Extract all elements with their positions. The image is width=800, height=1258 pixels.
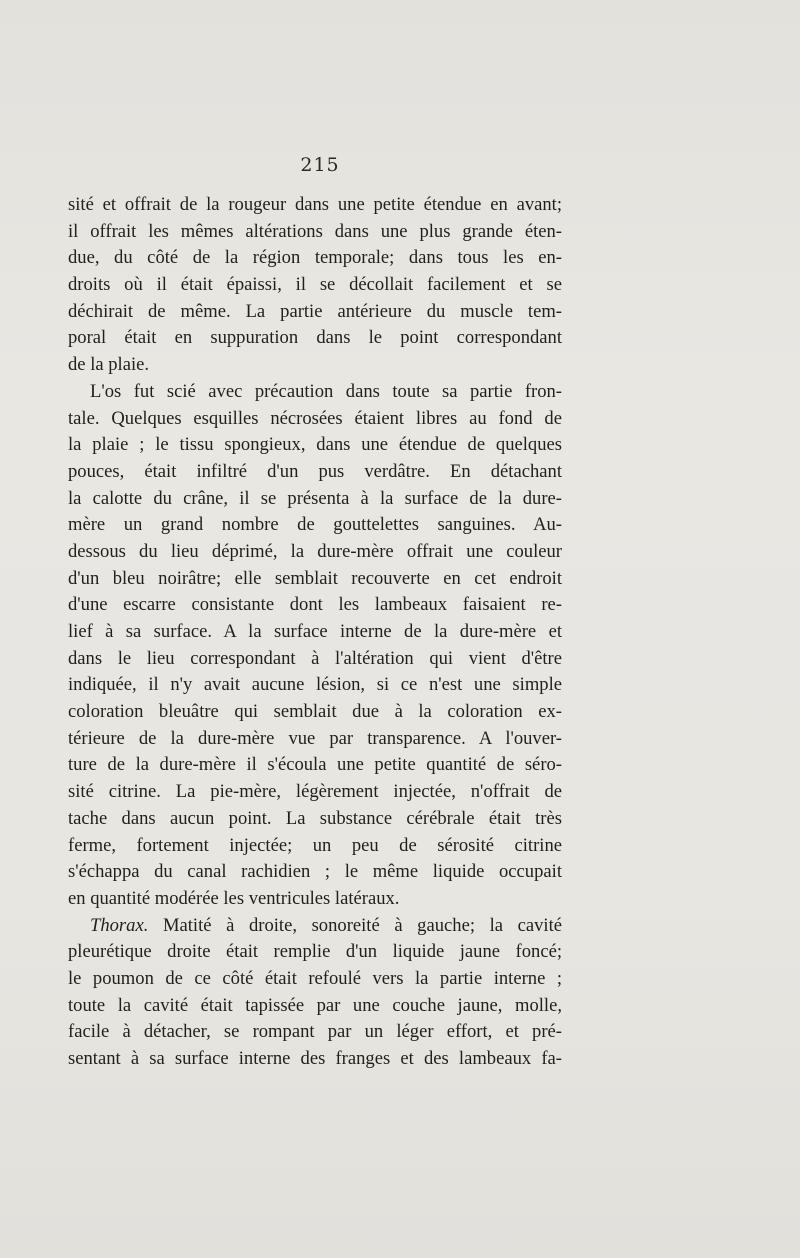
- text-line: térieure de la dure-mère vue par transparence. A l'ouver-: [68, 727, 562, 749]
- text-line: dessous du lieu déprimé, la dure-mère offrait une couleur: [68, 540, 562, 562]
- section-term: Thorax.: [90, 914, 149, 936]
- text-line: de la plaie.: [68, 354, 150, 376]
- text-line: ferme, fortement injectée; un peu de sérosité citrine: [68, 834, 562, 856]
- text-line: sité et offrait de la rougeur dans une petite étendue en avant;: [68, 194, 562, 215]
- text-line: due, du côté de la région temporale; dans tous les en-: [68, 247, 562, 269]
- text-line: tache dans aucun point. La substance cérébrale était très: [68, 807, 562, 829]
- text-line: dans le lieu correspondant à l'altération qui vient d'être: [68, 647, 562, 669]
- text-line: coloration bleuâtre qui semblait due à la coloration ex-: [68, 701, 562, 723]
- text-line: la calotte du crâne, il se présenta à la surface de la dure-: [68, 487, 562, 509]
- text-line: [68, 913, 562, 940]
- text-line: sité citrine. La pie-mère, légèrement injectée, n'offrait de: [68, 781, 562, 803]
- text-line: L'os fut scié avec précaution dans toute sa partie fron-: [90, 380, 562, 402]
- text-line: déchirait de même. La partie antérieure du muscle tem-: [68, 300, 562, 322]
- text-line: mère un grand nombre de gouttelettes sanguines. Au-: [68, 514, 562, 536]
- text-line: la plaie ; le tissu spongieux, dans une étendue de quelques: [68, 434, 562, 456]
- text-line: en quantité modérée les ventricules latéraux.: [68, 887, 400, 909]
- body-text: [68, 192, 562, 1073]
- text-line: s'échappa du canal rachidien ; le même liquide occupait: [68, 861, 562, 883]
- text-line: droits où il était épaissi, il se décollait facilement et se: [68, 274, 562, 296]
- text-line: d'une escarre consistante dont les lambeaux faisaient re-: [68, 594, 562, 616]
- text-line: ture de la dure-mère il s'écoula une petite quantité de séro-: [68, 754, 562, 776]
- text-line: pouces, était infiltré d'un pus verdâtre. En détachant: [68, 460, 562, 482]
- text-line: tale. Quelques esquilles nécrosées étaient libres au fond de: [68, 407, 562, 429]
- page-number: 215: [300, 154, 340, 176]
- text-line: il offrait les mêmes altérations dans une plus grande éten-: [68, 220, 562, 242]
- text-line-rest: Matité à droite, sonoreité à gauche; la cavité: [148, 914, 562, 936]
- text-line: le poumon de ce côté était refoulé vers la partie interne ;: [68, 967, 562, 989]
- text-line: indiquée, il n'y avait aucune lésion, si ce n'est une simple: [68, 674, 562, 696]
- text-line: lief à sa surface. A la surface interne de la dure-mère et: [68, 621, 562, 642]
- text-line: d'un bleu noirâtre; elle semblait recouverte en cet endroit: [68, 567, 562, 589]
- text-line: pleurétique droite était remplie d'un liquide jaune foncé;: [68, 941, 562, 963]
- text-line: sentant à sa surface interne des franges et des lambeaux fa-: [68, 1048, 562, 1069]
- text-line: toute la cavité était tapissée par une couche jaune, molle,: [68, 994, 562, 1016]
- text-line: poral était en suppuration dans le point correspondant: [68, 327, 562, 349]
- text-line: facile à détacher, se rompant par un léger effort, et pré-: [68, 1021, 562, 1043]
